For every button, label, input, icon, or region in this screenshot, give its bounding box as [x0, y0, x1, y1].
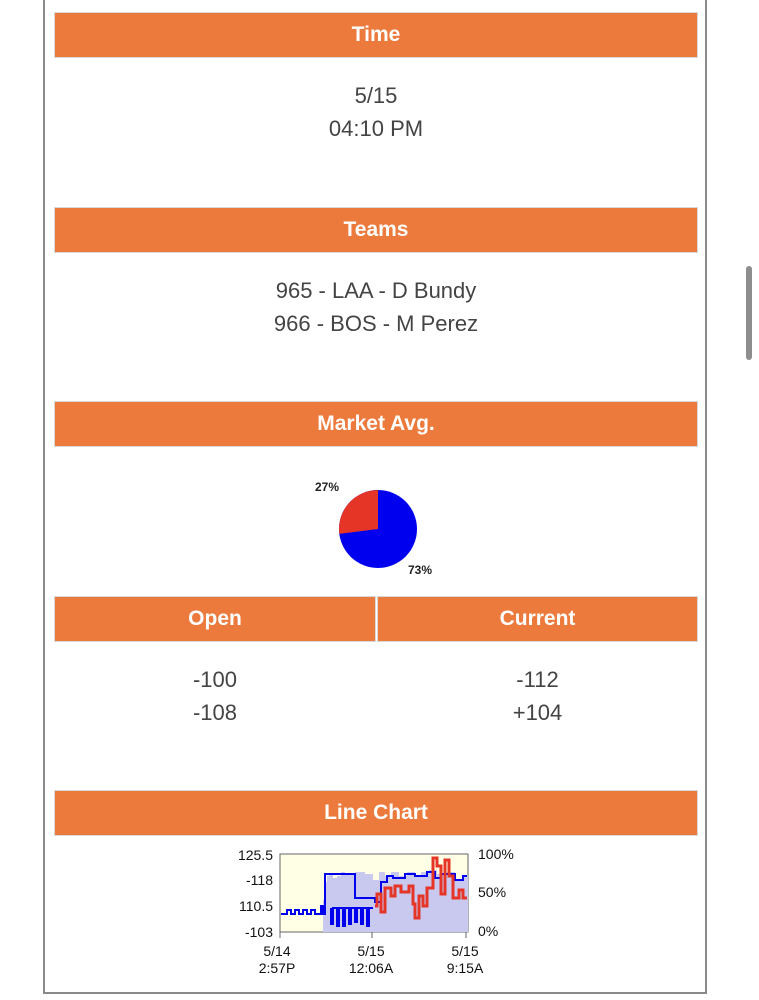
y-right-tick: 100% — [478, 846, 514, 862]
x-tick-date: 5/14 — [263, 943, 291, 959]
x-tick-date: 5/15 — [451, 943, 479, 959]
y-left-tick: 110.5 — [239, 898, 273, 914]
blue-line-spikes — [331, 908, 373, 926]
home-team: 966 - BOS - M Perez — [273, 311, 479, 336]
y-right-axis — [478, 846, 514, 939]
y-left-tick: -103 — [244, 924, 273, 940]
y-left-tick: 125.5 — [237, 847, 273, 863]
x-tick-time: 2:57P — [258, 960, 296, 976]
teams-header: Teams — [54, 207, 698, 253]
pie-slice-red — [339, 490, 378, 534]
line-chart — [215, 842, 535, 982]
y-right-tick: 0% — [478, 923, 499, 939]
open-header: Open — [54, 596, 376, 642]
open-odds-away: -100 — [192, 667, 238, 692]
market-avg-header: Market Avg. — [54, 401, 698, 447]
y-left-tick: -118 — [246, 872, 273, 888]
game-time: 04:10 PM — [328, 116, 424, 141]
x-tick-time: 12:06A — [348, 960, 394, 976]
time-header: Time — [54, 12, 698, 58]
x-axis — [259, 943, 484, 976]
pie-label-blue: 73% — [408, 563, 433, 577]
y-left-axis — [238, 847, 273, 940]
line-chart-header: Line Chart — [54, 790, 698, 836]
current-header: Current — [377, 596, 698, 642]
game-date: 5/15 — [354, 83, 398, 108]
current-odds-away: -112 — [516, 667, 559, 692]
page-scrollbar[interactable] — [746, 266, 752, 360]
x-tick-time: 9:15A — [446, 960, 484, 976]
y-right-tick: 50% — [478, 884, 507, 900]
market-pie-chart — [300, 470, 460, 580]
x-tick-date: 5/15 — [357, 943, 385, 959]
pie-label-red: 27% — [315, 480, 340, 494]
open-odds-home: -108 — [192, 700, 238, 725]
away-team: 965 - LAA - D Bundy — [275, 278, 477, 303]
current-odds-home: +104 — [512, 700, 563, 725]
